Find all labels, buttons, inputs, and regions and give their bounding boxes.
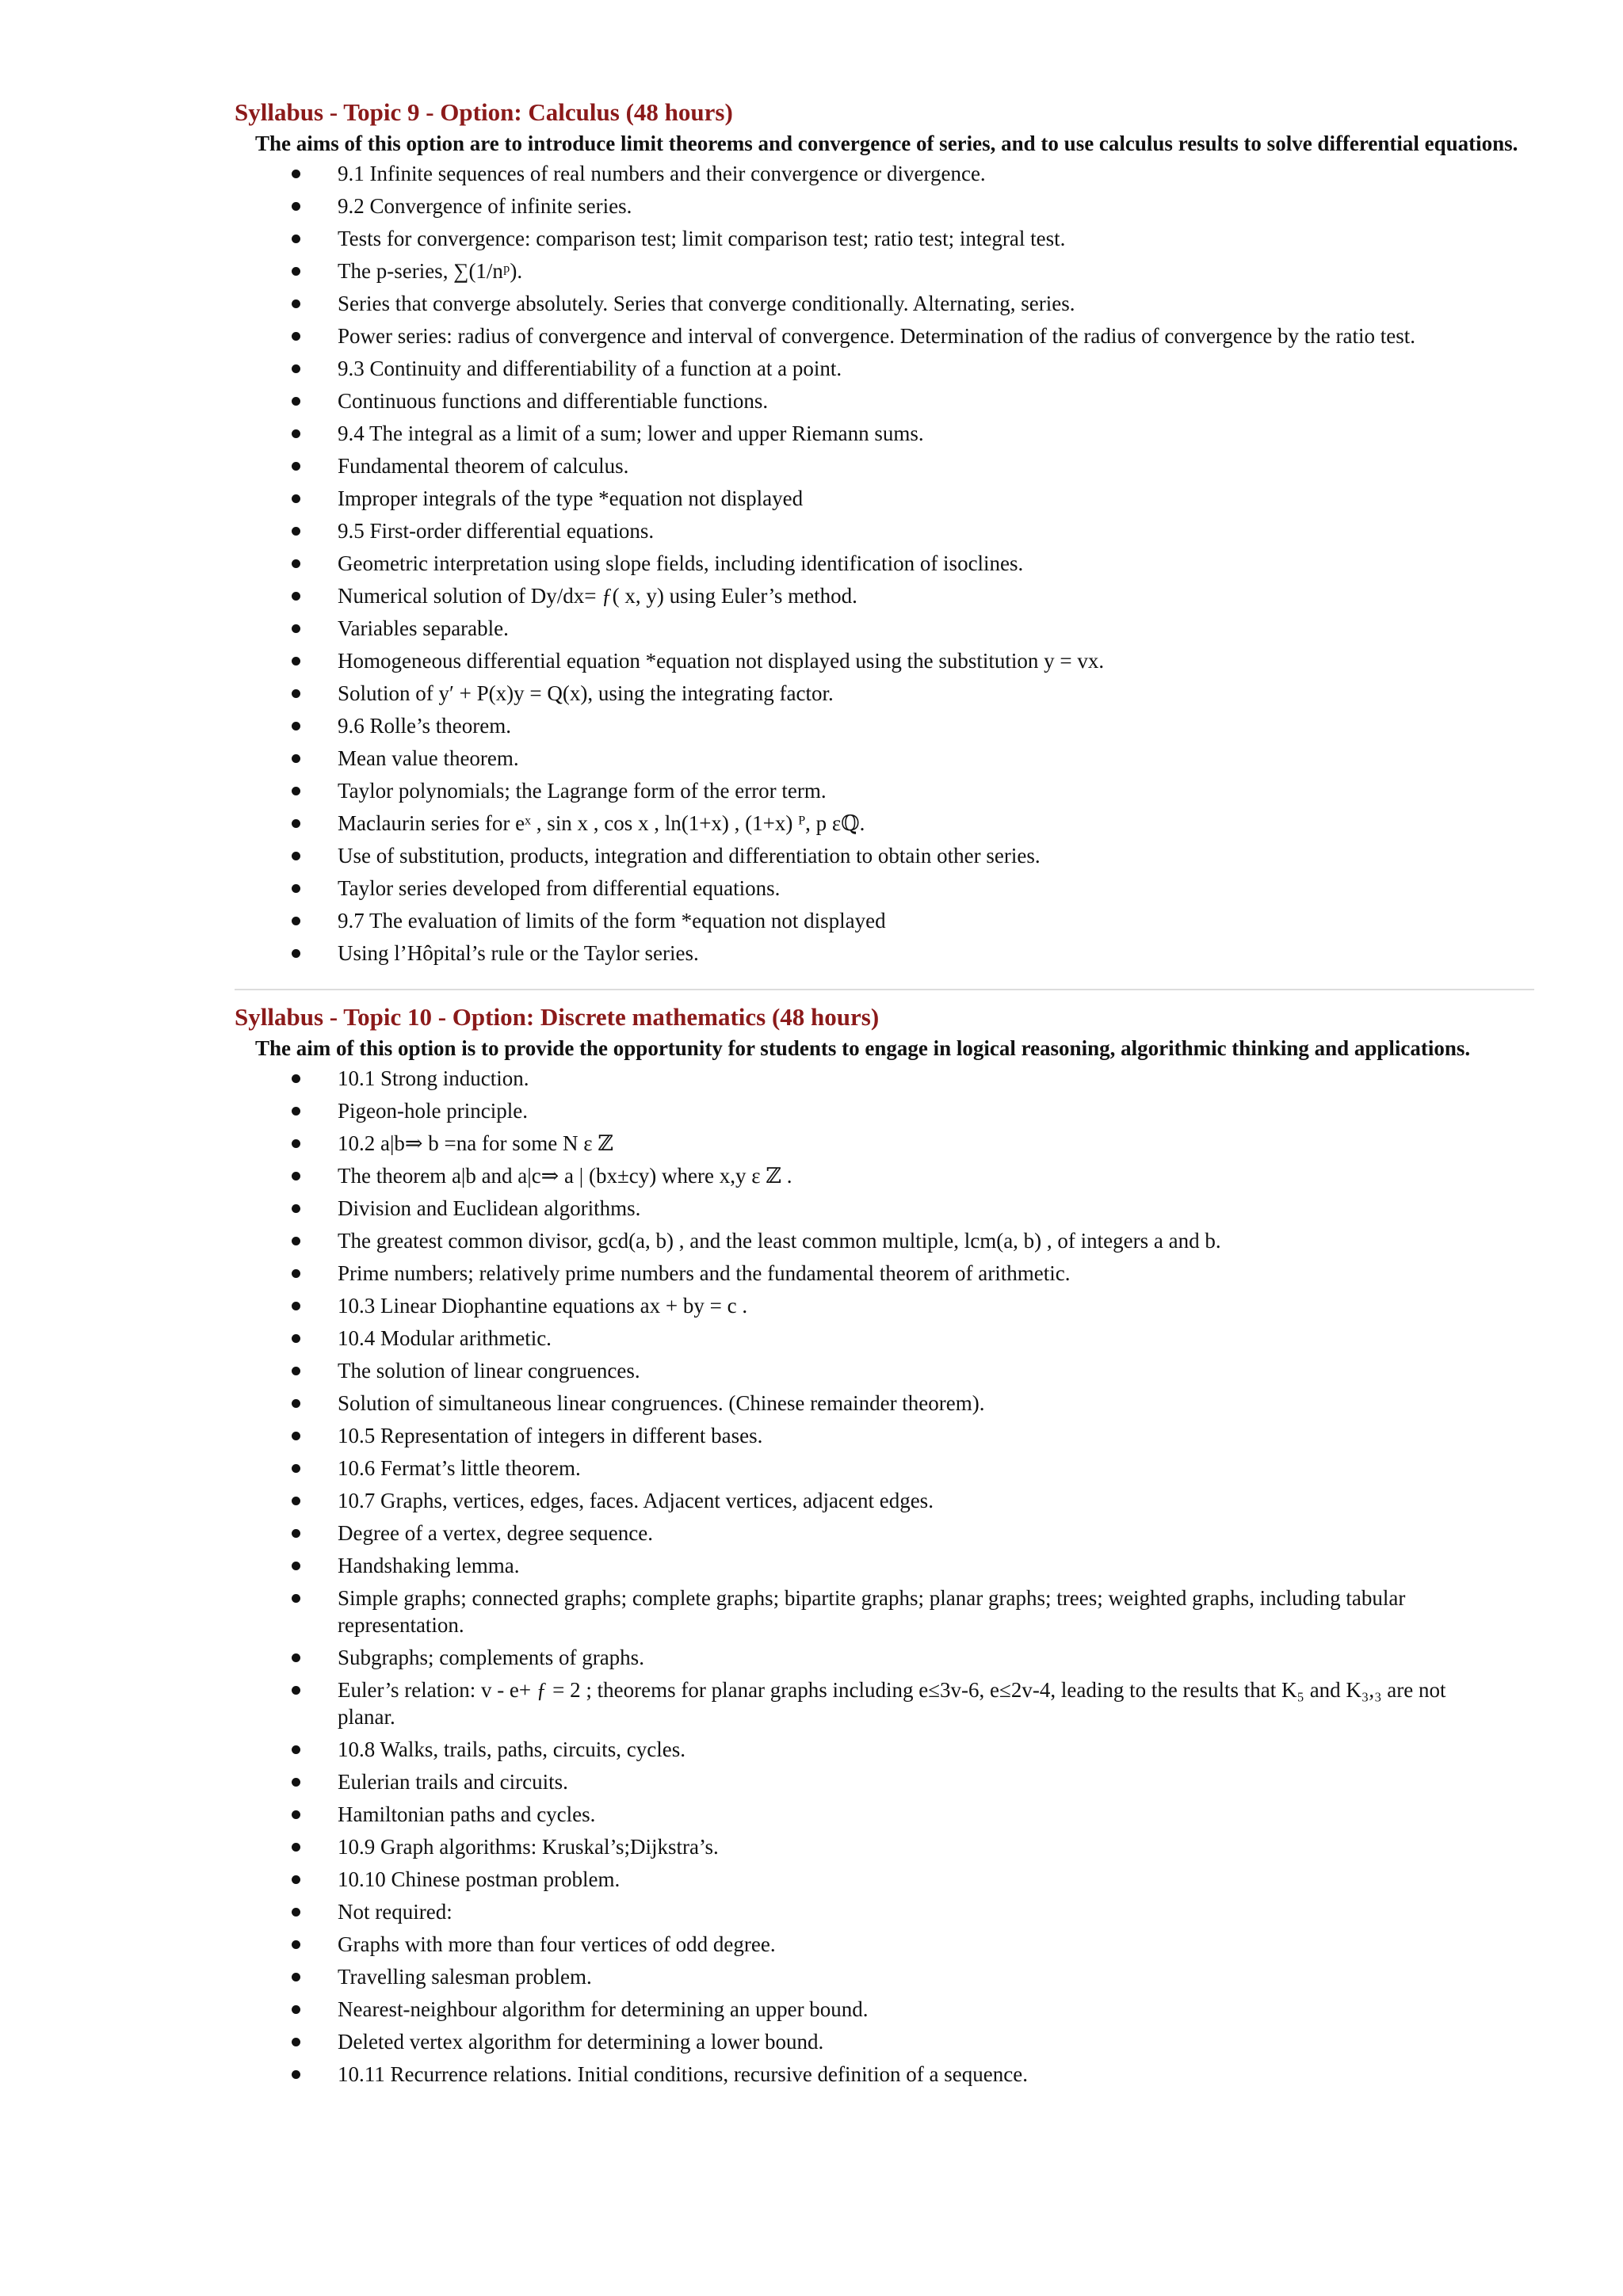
list-item-text: Not required: (338, 1900, 453, 1924)
bullet-icon (292, 819, 300, 828)
list-item (235, 387, 1463, 414)
section-title: Syllabus - Topic 10 - Option: Discrete mathematics (48 hours) (235, 1003, 880, 1031)
list-item (235, 1292, 1463, 1319)
list-item (235, 355, 1463, 382)
list-item (235, 1422, 1463, 1449)
bullet-icon (292, 1237, 300, 1245)
section-aims: The aims of this option are to introduce limit theorems and convergence of series, and to use calculus results to solve differential equations. (255, 132, 1518, 155)
bullet-icon (292, 1686, 300, 1695)
list-item-text: The solution of linear congruences. (338, 1359, 640, 1383)
bullet-icon (292, 1367, 300, 1375)
bullet-icon (292, 1074, 300, 1083)
list-item-text: Tests for convergence: comparison test; limit comparison test; ratio test; integral test. (338, 227, 1066, 250)
bullet-icon (292, 1107, 300, 1116)
list-item (235, 842, 1463, 869)
list-item-text: 10.10 Chinese postman problem. (338, 1867, 621, 1891)
list-item-text: Taylor series developed from differential equations. (338, 876, 781, 900)
list-item (235, 777, 1463, 804)
topic-9-section (235, 97, 1534, 967)
list-item (235, 1931, 1463, 1958)
list-item (235, 1325, 1463, 1352)
list-item-text: 9.7 The evaluation of limits of the form *equation not displayed (338, 909, 886, 933)
bullet-icon (292, 1432, 300, 1440)
section-title: Syllabus - Topic 9 - Option: Calculus (48 hours) (235, 98, 733, 126)
list-item (235, 550, 1463, 577)
list-item-text: The theorem a|b and a|c⇒ a | (bx±cy) where x,y ε ℤ . (338, 1164, 792, 1188)
list-item (235, 647, 1463, 674)
list-item (235, 290, 1463, 317)
list-item (235, 582, 1463, 609)
list-item (235, 1898, 1463, 1925)
bullet-icon (292, 1973, 300, 1981)
bullet-icon (292, 1875, 300, 1884)
bullet-icon (292, 1940, 300, 1949)
bullet-icon (292, 1778, 300, 1787)
list-item (235, 875, 1463, 902)
list-item (235, 1768, 1463, 1795)
bullet-icon (292, 722, 300, 730)
list-item-text: Series that converge absolutely. Series that converge conditionally. Alternating, series. (338, 292, 1075, 315)
list-item-text: 9.3 Continuity and differentiability of a function at a point. (338, 357, 842, 380)
list-item-text: 10.2 a|b⇒ b =na for some N ε ℤ (338, 1131, 613, 1155)
bullet-icon (292, 1562, 300, 1570)
list-item (235, 1736, 1463, 1763)
list-item (235, 1644, 1463, 1671)
bullet-icon (292, 1302, 300, 1310)
list-item-text: Using l’Hôpital’s rule or the Taylor series. (338, 941, 699, 965)
bullet-icon (292, 1908, 300, 1917)
list-item (235, 517, 1463, 544)
list-item-text: Mean value theorem. (338, 746, 519, 770)
bullet-icon (292, 1810, 300, 1819)
bullet-icon (292, 1497, 300, 1505)
list-item (235, 1833, 1463, 1860)
list-item-text: Variables separable. (338, 616, 509, 640)
list-item-text: Division and Euclidean algorithms. (338, 1196, 641, 1220)
list-item (235, 1390, 1463, 1417)
list-item-text: Simple graphs; connected graphs; complete graphs; bipartite graphs; planar graphs; trees; weighted graphs, including tabular representation. (338, 1586, 1406, 1637)
bullet-icon (292, 1653, 300, 1662)
list-item (235, 1162, 1463, 1189)
bullet-icon (292, 917, 300, 925)
list-item (235, 1963, 1463, 1990)
bullet-icon (292, 170, 300, 178)
list-item (235, 615, 1463, 642)
list-item-text: Solution of y′ + P(x)y = Q(x), using the integrating factor. (338, 681, 834, 705)
list-item-text: 9.2 Convergence of infinite series. (338, 194, 632, 218)
list-item (235, 322, 1463, 349)
list-item (235, 225, 1463, 252)
bullet-icon (292, 1843, 300, 1852)
list-item-text: The greatest common divisor, gcd(a, b) , and the least common multiple, lcm(a, b) , of integers a and b. (338, 1229, 1221, 1253)
bullet-icon (292, 2005, 300, 2014)
bullet-icon (292, 397, 300, 406)
list-item-text: Eulerian trails and circuits. (338, 1770, 568, 1794)
list-item-text: Nearest-neighbour algorithm for determining an upper bound. (338, 1997, 869, 2021)
list-item-text: 10.7 Graphs, vertices, edges, faces. Adjacent vertices, adjacent edges. (338, 1489, 934, 1512)
topic-10-section (235, 1001, 1534, 2088)
list-item-text: Numerical solution of Dy/dx= ƒ( x, y) using Euler’s method. (338, 584, 857, 608)
list-item (235, 1065, 1463, 1092)
bullet-icon (292, 624, 300, 633)
list-item-text: Euler’s relation: v - e+ ƒ = 2 ; theorems for planar graphs including e≤3v-6, e≤2v-4, leading to the results that K₅ and K₃,₃ are not planar. (338, 1678, 1446, 1729)
list-item-text: Solution of simultaneous linear congruences. (Chinese remainder theorem). (338, 1391, 985, 1415)
bullet-icon (292, 689, 300, 698)
list-item-text: 10.6 Fermat’s little theorem. (338, 1456, 581, 1480)
list-item-text: 10.5 Representation of integers in different bases. (338, 1424, 763, 1447)
list-item-text: 10.11 Recurrence relations. Initial conditions, recursive definition of a sequence. (338, 2062, 1028, 2086)
list-item-text: 10.4 Modular arithmetic. (338, 1326, 552, 1350)
section-divider (235, 989, 1534, 990)
list-item-text: Pigeon-hole principle. (338, 1099, 528, 1123)
list-item-text: Geometric interpretation using slope fields, including identification of isoclines. (338, 551, 1024, 575)
bullet-icon (292, 852, 300, 860)
list-item (235, 1866, 1463, 1893)
list-item-text: Hamiltonian paths and cycles. (338, 1802, 596, 1826)
bullet-icon (292, 657, 300, 666)
bullet-icon (292, 754, 300, 763)
list-item (235, 1520, 1463, 1547)
list-item (235, 160, 1463, 187)
bullet-icon (292, 299, 300, 308)
list-item (235, 810, 1463, 837)
bullet-icon (292, 1594, 300, 1603)
bullet-icon (292, 2038, 300, 2046)
list-item-text: Prime numbers; relatively prime numbers and the fundamental theorem of arithmetic. (338, 1261, 1071, 1285)
list-item (235, 1487, 1463, 1514)
bullet-icon (292, 1529, 300, 1538)
bullet-icon (292, 364, 300, 373)
bullet-icon (292, 202, 300, 211)
list-item (235, 1585, 1463, 1638)
list-item-text: Taylor polynomials; the Lagrange form of the error term. (338, 779, 827, 803)
list-item (235, 485, 1463, 512)
list-item (235, 1130, 1463, 1157)
list-item-text: 10.8 Walks, trails, paths, circuits, cycles. (338, 1737, 685, 1761)
list-item-text: 9.1 Infinite sequences of real numbers and their convergence or divergence. (338, 162, 986, 185)
list-item (235, 1097, 1463, 1124)
list-item-text: Deleted vertex algorithm for determining a lower bound. (338, 2030, 824, 2054)
list-item (235, 452, 1463, 479)
list-item (235, 420, 1463, 447)
list-item-text: The p-series, ∑(1/nᵖ). (338, 259, 523, 283)
list-item-text: Graphs with more than four vertices of odd degree. (338, 1932, 776, 1956)
bullet-icon (292, 1334, 300, 1343)
list-item (235, 1227, 1463, 1254)
list-item (235, 1260, 1463, 1287)
list-item-text: Travelling salesman problem. (338, 1965, 592, 1989)
topic-9-item-list (235, 160, 1534, 967)
list-item (235, 257, 1463, 284)
list-item (235, 2061, 1463, 2088)
list-item-text: 9.4 The integral as a limit of a sum; lower and upper Riemann sums. (338, 421, 924, 445)
bullet-icon (292, 494, 300, 503)
list-item-text: Fundamental theorem of calculus. (338, 454, 629, 478)
bullet-icon (292, 462, 300, 471)
bullet-icon (292, 267, 300, 276)
list-item-text: Continuous functions and differentiable functions. (338, 389, 769, 413)
list-item (235, 193, 1463, 219)
topic-10-item-list (235, 1065, 1534, 2088)
syllabus-page (235, 97, 1534, 2093)
bullet-icon (292, 429, 300, 438)
list-item-text: Use of substitution, products, integration and differentiation to obtain other series. (338, 844, 1041, 868)
list-item (235, 712, 1463, 739)
list-item (235, 1455, 1463, 1482)
bullet-icon (292, 1464, 300, 1473)
bullet-icon (292, 1269, 300, 1278)
list-item (235, 940, 1463, 967)
bullet-icon (292, 592, 300, 601)
list-item-text: Power series: radius of convergence and interval of convergence. Determination of the radius of convergence by the ratio test. (338, 324, 1416, 348)
section-aims: The aim of this option is to provide the opportunity for students to engage in logical reasoning, algorithmic thinking and applications. (255, 1036, 1471, 1060)
bullet-icon (292, 1399, 300, 1408)
bullet-icon (292, 332, 300, 341)
list-item (235, 2028, 1463, 2055)
bullet-icon (292, 1204, 300, 1213)
list-item-text: 10.9 Graph algorithms: Kruskal’s;Dijkstra’s. (338, 1835, 719, 1859)
list-item-text: Maclaurin series for eˣ , sin x , cos x , ln(1+x) , (1+x) ᴾ, p εℚ. (338, 811, 865, 835)
bullet-icon (292, 527, 300, 536)
list-item-text: 9.6 Rolle’s theorem. (338, 714, 511, 738)
list-item-text: Degree of a vertex, degree sequence. (338, 1521, 654, 1545)
bullet-icon (292, 884, 300, 893)
list-item (235, 1801, 1463, 1828)
list-item (235, 1195, 1463, 1222)
list-item-text: Homogeneous differential equation *equation not displayed using the substitution y = vx. (338, 649, 1105, 673)
bullet-icon (292, 1139, 300, 1148)
list-item (235, 1996, 1463, 2023)
bullet-icon (292, 2070, 300, 2079)
list-item-text: Subgraphs; complements of graphs. (338, 1646, 644, 1669)
list-item (235, 745, 1463, 772)
bullet-icon (292, 559, 300, 568)
bullet-icon (292, 787, 300, 795)
bullet-icon (292, 949, 300, 958)
list-item-text: 10.1 Strong induction. (338, 1066, 529, 1090)
list-item (235, 680, 1463, 707)
list-item (235, 1357, 1463, 1384)
list-item-text: 10.3 Linear Diophantine equations ax + by = c . (338, 1294, 748, 1318)
bullet-icon (292, 235, 300, 243)
list-item-text: 9.5 First-order differential equations. (338, 519, 655, 543)
bullet-icon (292, 1745, 300, 1754)
list-item-text: Handshaking lemma. (338, 1554, 520, 1577)
list-item (235, 1552, 1463, 1579)
list-item (235, 907, 1463, 934)
list-item-text: Improper integrals of the type *equation not displayed (338, 486, 804, 510)
list-item (235, 1676, 1463, 1730)
bullet-icon (292, 1172, 300, 1180)
